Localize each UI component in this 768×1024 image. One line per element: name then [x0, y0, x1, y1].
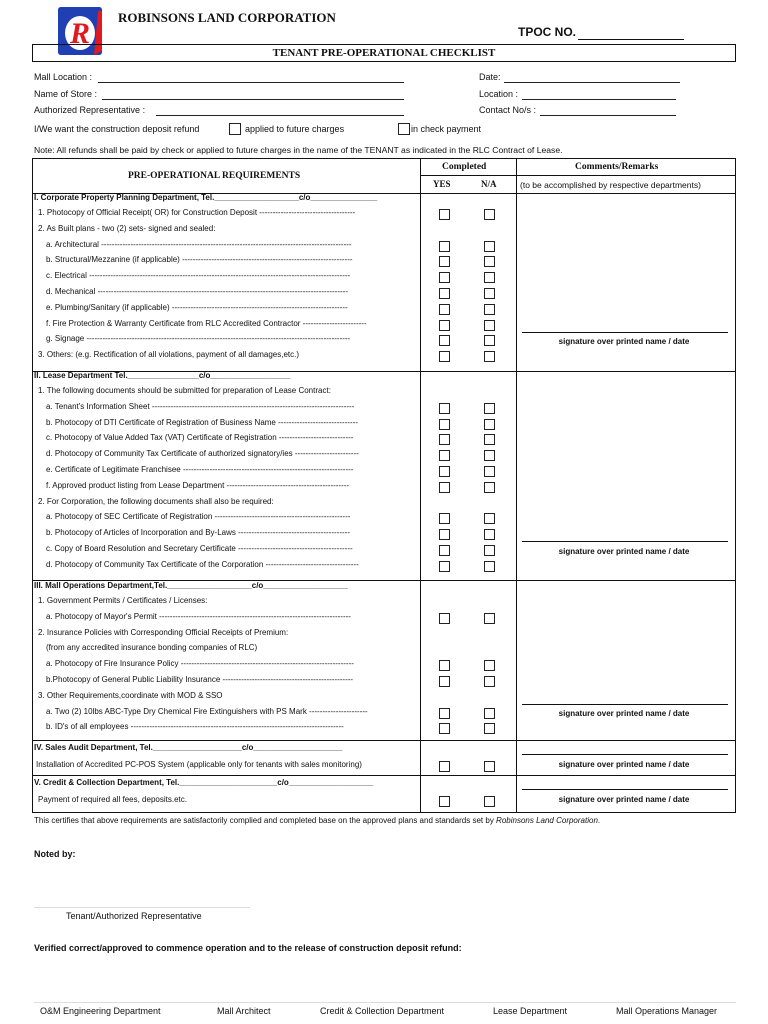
- section-title: V. Credit & Collection Department, Tel.______________________c/o___________________: [34, 778, 374, 787]
- yes-checkbox[interactable]: [439, 660, 450, 671]
- signature-label-lease: signature over printed name / date: [558, 547, 690, 556]
- signature-label-mall-ops: signature over printed name / date: [558, 709, 690, 718]
- na-checkbox[interactable]: [484, 676, 495, 687]
- requirement-item: Payment of required all fees, deposits.etc.: [38, 795, 187, 804]
- requirement-item: c. Copy of Board Resolution and Secretary Certificate -------------------------------------------: [46, 544, 353, 553]
- na-checkbox[interactable]: [484, 288, 495, 299]
- requirement-item: f. Fire Protection & Warranty Certificate from RLC Accredited Contractor ------------------------: [46, 318, 367, 328]
- yes-checkbox[interactable]: [439, 335, 450, 346]
- signature-line-mall-ops[interactable]: [522, 704, 728, 705]
- tenant-signature-line[interactable]: [34, 907, 250, 908]
- requirement-item: a. Tenant's Information Sheet ----------------------------------------------------------------------------: [46, 401, 355, 411]
- na-checkbox[interactable]: [484, 241, 495, 252]
- na-checkbox[interactable]: [484, 513, 495, 524]
- certification-body: This certifies that above requirements are satisfactorily complied and completed base on the approved plans and standards set by: [34, 816, 494, 825]
- yes-checkbox[interactable]: [439, 545, 450, 556]
- na-checkbox[interactable]: [484, 529, 495, 540]
- yes-checkbox[interactable]: [439, 796, 450, 807]
- authorized-rep-field[interactable]: [156, 115, 404, 116]
- yes-checkbox[interactable]: [439, 676, 450, 687]
- dept-lease: Lease Department: [493, 1006, 568, 1016]
- requirement-item: f. Approved product listing from Lease Department ----------------------------------------------: [46, 480, 350, 490]
- na-checkbox[interactable]: [484, 466, 495, 477]
- store-name-field[interactable]: [102, 99, 404, 100]
- requirement-item: 1. Government Permits / Certificates / Licenses:: [38, 596, 208, 605]
- requirement-item: c. Electrical --------------------------------------------------------------------------------------------------: [46, 271, 351, 281]
- signature-line-sales-audit[interactable]: [522, 754, 728, 755]
- yes-checkbox[interactable]: [439, 613, 450, 624]
- date-field[interactable]: [504, 82, 680, 83]
- certification-company: Robinsons Land Corporation: [496, 816, 598, 825]
- signature-label-credit: signature over printed name / date: [558, 795, 690, 804]
- section-title: IV. Sales Audit Department, Tel.____________________c/o____________________: [34, 743, 343, 752]
- na-checkbox[interactable]: [484, 613, 495, 624]
- yes-checkbox[interactable]: [439, 450, 450, 461]
- completed-header: Completed: [442, 162, 487, 172]
- form-title: TENANT PRE-OPERATIONAL CHECKLIST: [32, 44, 736, 62]
- store-name-label: Name of Store :: [34, 89, 98, 99]
- yes-checkbox[interactable]: [439, 351, 450, 362]
- yes-checkbox[interactable]: [439, 320, 450, 331]
- na-checkbox[interactable]: [484, 450, 495, 461]
- requirement-item: e. Plumbing/Sanitary (if applicable) ------------------------------------------------------------------: [46, 302, 348, 312]
- yes-checkbox[interactable]: [439, 434, 450, 445]
- refund-note: Note: All refunds shall be paid by check or applied to future charges in the name of the TENANT as indicated in the RLC Contract of Lease.: [34, 145, 563, 155]
- yes-checkbox[interactable]: [439, 723, 450, 734]
- yes-checkbox[interactable]: [439, 288, 450, 299]
- contact-label: Contact No/s :: [479, 105, 537, 115]
- comments-header: Comments/Remarks: [575, 162, 659, 172]
- verified-label: Verified correct/approved to commence operation and to the release of construction deposit refund:: [34, 943, 462, 953]
- requirement-item: e. Certificate of Legitimate Franchisee ----------------------------------------------------------------: [46, 465, 354, 474]
- requirement-item: (from any accredited insurance bonding companies of RLC): [46, 643, 258, 653]
- requirement-item: 2. As Built plans - two (2) sets- signed and sealed:: [38, 223, 216, 233]
- requirement-item: c. Photocopy of Value Added Tax (VAT) Certificate of Registration ----------------------------: [46, 433, 354, 443]
- section-title: II. Lease Department Tel.________________c/o__________________: [34, 371, 291, 380]
- requirement-item: 3. Others: (e.g. Rectification of all violations, payment of all damages,etc.): [38, 350, 300, 360]
- section-title: III. Mall Operations Department,Tel.___________________c/o___________________: [34, 581, 348, 590]
- na-checkbox[interactable]: [484, 545, 495, 556]
- requirement-item: Installation of Accredited PC-POS System (applicable only for tenants with sales monitoring): [36, 760, 362, 769]
- dept-om-engineering: O&M Engineering Department: [40, 1006, 161, 1016]
- requirement-item: 2. For Corporation, the following documents shall also be required:: [38, 496, 274, 506]
- requirement-item: b. ID's of all employees --------------------------------------------------------------------------------: [46, 722, 344, 732]
- dept-mall-architect: Mall Architect: [217, 1006, 271, 1016]
- yes-checkbox[interactable]: [439, 513, 450, 524]
- na-checkbox[interactable]: [484, 351, 495, 362]
- mall-location-label: Mall Location :: [34, 72, 93, 82]
- yes-checkbox[interactable]: [439, 256, 450, 267]
- na-checkbox[interactable]: [484, 561, 495, 572]
- na-checkbox[interactable]: [484, 304, 495, 315]
- na-checkbox[interactable]: [484, 272, 495, 283]
- yes-checkbox[interactable]: [439, 529, 450, 540]
- signature-line-lease[interactable]: [522, 541, 728, 542]
- na-checkbox[interactable]: [484, 796, 495, 807]
- date-label: Date:: [479, 72, 501, 82]
- signature-line-planning[interactable]: [522, 332, 728, 333]
- signature-line-credit[interactable]: [522, 789, 728, 790]
- na-checkbox[interactable]: [484, 256, 495, 267]
- dept-mall-operations: Mall Operations Manager: [616, 1006, 718, 1016]
- tpoc-input-line[interactable]: [578, 39, 684, 40]
- yes-checkbox[interactable]: [439, 241, 450, 252]
- na-checkbox[interactable]: [484, 761, 495, 772]
- na-checkbox[interactable]: [484, 434, 495, 445]
- requirement-item: b. Photocopy of Articles of Incorporation and By-Laws ------------------------------------------: [46, 528, 350, 538]
- na-checkbox[interactable]: [484, 660, 495, 671]
- requirement-item: d. Mechanical ----------------------------------------------------------------------------------------------: [46, 287, 349, 296]
- yes-checkbox[interactable]: [439, 561, 450, 572]
- yes-checkbox[interactable]: [439, 466, 450, 477]
- yes-checkbox[interactable]: [439, 482, 450, 493]
- yes-checkbox[interactable]: [439, 761, 450, 772]
- tpoc-label: TPOC NO.: [518, 25, 577, 39]
- comments-subheader: (to be accomplished by respective departments): [520, 180, 701, 190]
- location-label: Location :: [479, 89, 519, 99]
- na-checkbox[interactable]: [484, 482, 495, 493]
- yes-checkbox[interactable]: [439, 419, 450, 430]
- na-checkbox[interactable]: [484, 723, 495, 734]
- requirement-item: g. Signage ---------------------------------------------------------------------------------------------------: [46, 334, 351, 344]
- yes-checkbox[interactable]: [439, 209, 450, 220]
- refund-prefix: I/We want the construction deposit refund: [34, 124, 200, 134]
- requirement-item: b.Photocopy of General Public Liability Insurance -------------------------------------------------: [46, 675, 354, 684]
- na-checkbox[interactable]: [484, 209, 495, 220]
- yes-checkbox[interactable]: [439, 304, 450, 315]
- yes-checkbox[interactable]: [439, 708, 450, 719]
- location-field[interactable]: [522, 99, 676, 100]
- refund-option-check: in check payment: [411, 124, 482, 134]
- company-name: ROBINSONS LAND CORPORATION: [118, 10, 336, 25]
- department-signature-line[interactable]: [34, 1002, 736, 1003]
- requirement-item: a. Photocopy of Fire Insurance Policy -----------------------------------------------------------------: [46, 659, 354, 669]
- requirement-item: b. Photocopy of DTI Certificate of Registration of Business Name ------------------------------: [46, 417, 359, 427]
- requirement-item: 3. Other Requirements,coordinate with MOD & SSO: [38, 690, 223, 700]
- logo-letter: R: [69, 17, 91, 50]
- section-title: I. Corporate Property Planning Department, Tel.___________________c/o_______________: [34, 193, 378, 202]
- na-header: N/A: [481, 179, 497, 189]
- na-checkbox[interactable]: [484, 708, 495, 719]
- requirements-header: PRE-OPERATIONAL REQUIREMENTS: [128, 171, 301, 181]
- yes-header: YES: [433, 179, 451, 189]
- dept-credit-collection: Credit & Collection Department: [320, 1006, 445, 1016]
- refund-future-charges-checkbox[interactable]: [229, 123, 241, 135]
- requirement-item: b. Structural/Mezzanine (if applicable) ----------------------------------------------------------------: [46, 255, 353, 265]
- mall-location-field[interactable]: [98, 82, 404, 83]
- yes-checkbox[interactable]: [439, 403, 450, 414]
- requirement-item: d. Photocopy of Community Tax Certificate of authorized signatory/ies ------------------------: [46, 449, 359, 459]
- authorized-rep-label: Authorized Representative :: [34, 105, 146, 115]
- requirement-item: a. Architectural ----------------------------------------------------------------------------------------------: [46, 239, 352, 249]
- requirement-item: d. Photocopy of Community Tax Certificate of the Corporation -----------------------------------: [46, 559, 359, 569]
- noted-by-label: Noted by:: [34, 849, 76, 859]
- na-checkbox[interactable]: [484, 335, 495, 346]
- signature-label-sales-audit: signature over printed name / date: [558, 760, 690, 769]
- refund-check-payment-checkbox[interactable]: [398, 123, 410, 135]
- requirement-item: 1. Photocopy of Official Receipt( OR) for Construction Deposit ------------------------------------: [38, 208, 356, 217]
- tenant-rep-label: Tenant/Authorized Representative: [66, 911, 202, 921]
- yes-checkbox[interactable]: [439, 272, 450, 283]
- signature-label-planning: signature over printed name / date: [558, 337, 690, 346]
- requirement-item: a. Photocopy of Mayor's Permit ------------------------------------------------------------------------: [46, 611, 351, 621]
- requirement-item: 2. Insurance Policies with Corresponding Official Receipts of Premium:: [38, 627, 289, 637]
- certification-text: This certifies that above requirements are satisfactorily complied and completed base on the approved plans and standards set by Robinsons Land Corporation.: [34, 816, 601, 825]
- na-checkbox[interactable]: [484, 320, 495, 331]
- na-checkbox[interactable]: [484, 403, 495, 414]
- requirement-item: a. Photocopy of SEC Certificate of Registration ---------------------------------------------------: [46, 512, 351, 522]
- contact-field[interactable]: [540, 115, 676, 116]
- na-checkbox[interactable]: [484, 419, 495, 430]
- refund-option-future: applied to future charges: [245, 124, 345, 134]
- requirement-item: 1. The following documents should be submitted for preparation of Lease Contract:: [38, 386, 331, 395]
- requirement-item: a. Two (2) 10lbs ABC-Type Dry Chemical Fire Extinguishers with PS Mark ----------------------: [46, 706, 368, 716]
